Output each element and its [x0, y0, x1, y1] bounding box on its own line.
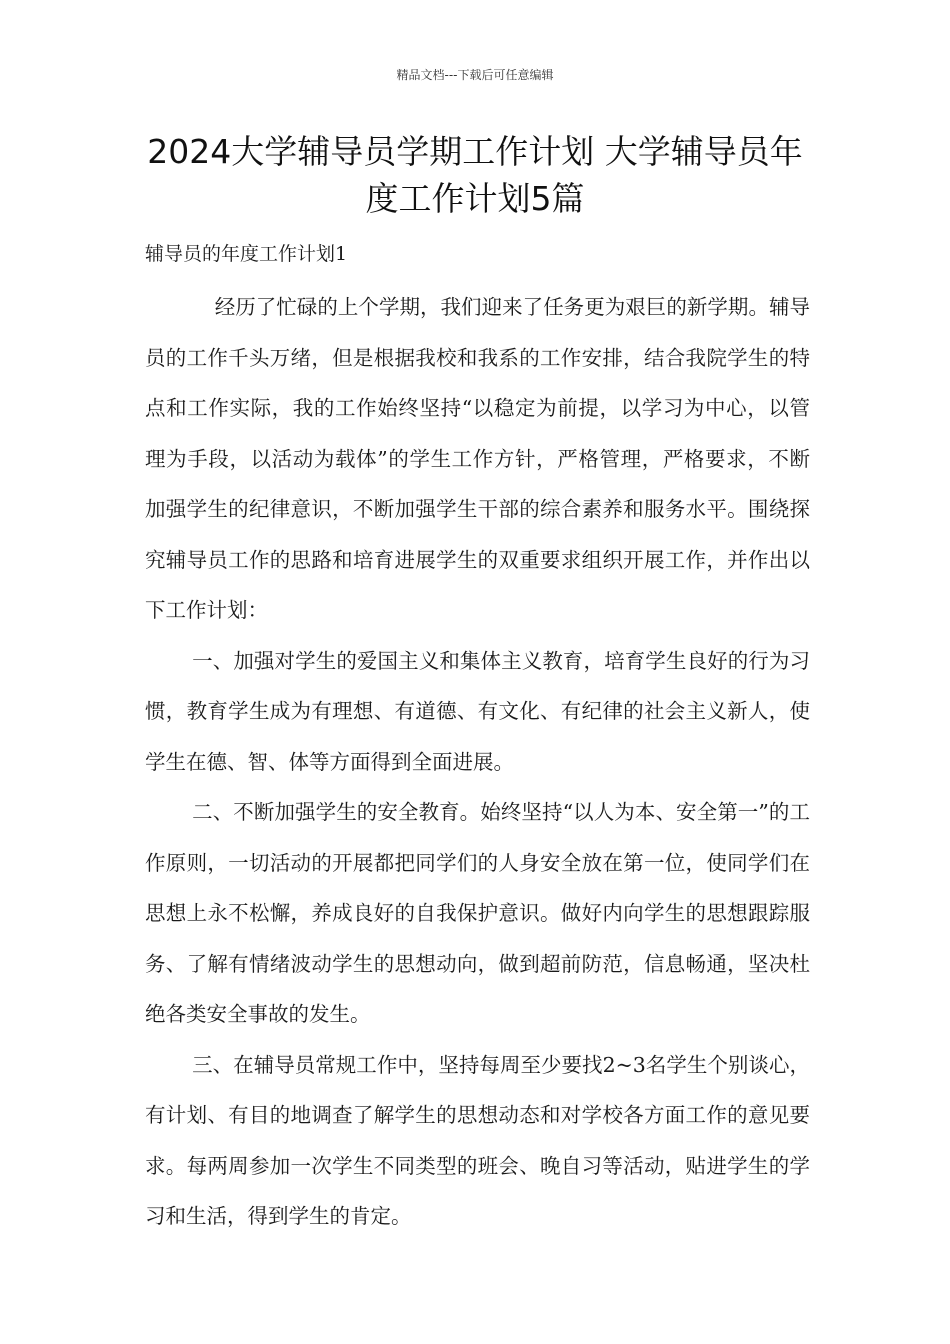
- header-note: 精品文档---下载后可任意编辑: [396, 68, 554, 82]
- section-heading: 辅导员的年度工作计划1: [145, 243, 348, 265]
- document-body: [145, 282, 810, 1242]
- paragraph-intro: 经历了忙碌的上个学期，我们迎来了任务更为艰巨的新学期。辅导员的工作千头万绪，但是根据我校和我系的工作安排，结合我院学生的特点和工作实际，我的工作始终坚持“以稳定为前提，以学习为中心，以管理为手段，以活动为载体”的学生工作方针，严格管理，严格要求，不断加强学生的纪律意识，不断加强学生干部的综合素养和服务水平。围绕探究辅导员工作的思路和培育进展学生的双重要求组织开展工作，并作出以下工作计划：: [145, 295, 810, 622]
- paragraph-item-2: 二、不断加强学生的安全教育。始终坚持“以人为本、安全第一”的工作原则，一切活动的开展都把同学们的人身安全放在第一位，使同学们在思想上永不松懈，养成良好的自我保护意识。做好内向学生的思想跟踪服务、了解有情绪波动学生的思想动向，做到超前防范，信息畅通，坚决杜绝各类安全事故的发生。: [145, 800, 810, 1026]
- paragraph-item-1: 一、加强对学生的爱国主义和集体主义教育，培育学生良好的行为习惯，教育学生成为有理想、有道德、有文化、有纪律的社会主义新人，使学生在德、智、体等方面得到全面进展。: [145, 648, 810, 774]
- paragraph-item-3: 三、在辅导员常规工作中，坚持每周至少要找2~3名学生个别谈心，有计划、有目的地调查了解学生的思想动态和对学校各方面工作的意见要求。每两周参加一次学生不同类型的班会、晚自习等活动，贴进学生的学习和生活，得到学生的肯定。: [145, 1052, 810, 1228]
- document-title: 2024大学辅导员学期工作计划 大学辅导员年度工作计划5篇: [147, 132, 803, 218]
